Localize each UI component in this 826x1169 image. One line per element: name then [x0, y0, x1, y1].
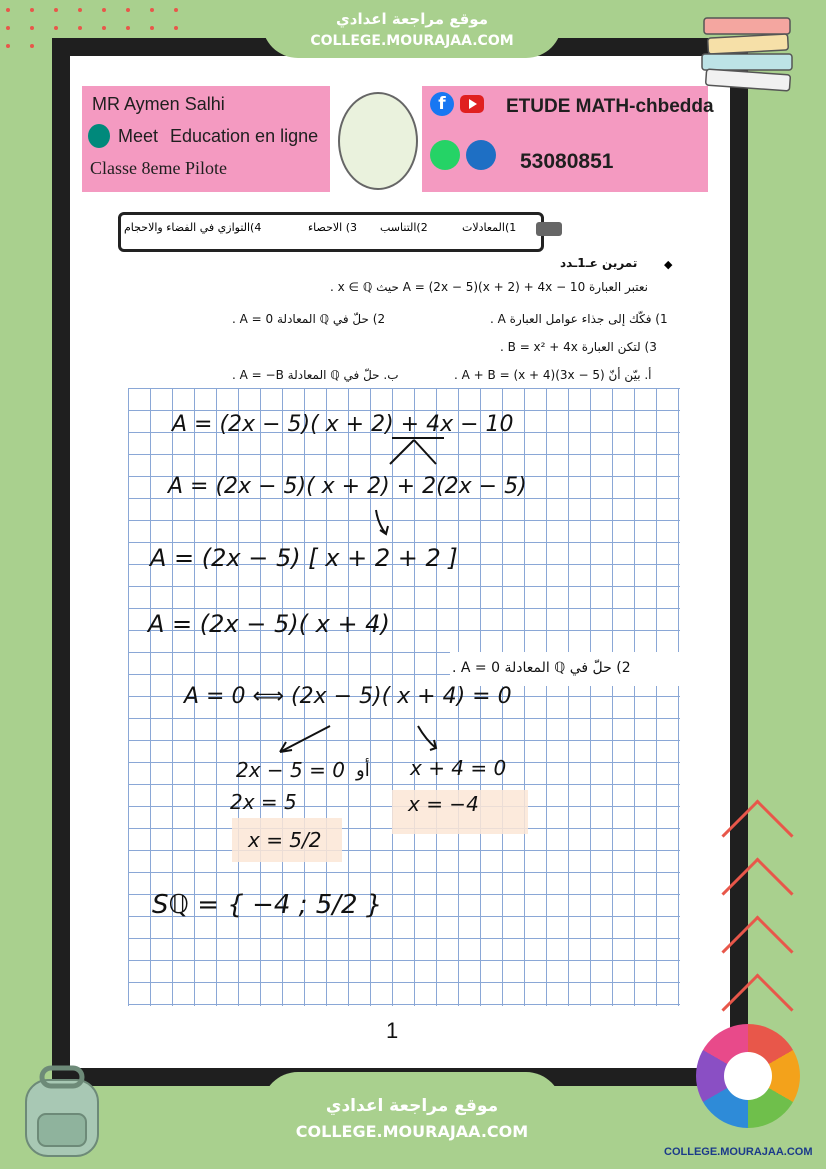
question-3b: ب. حلّ في ℚ المعادلة A = −B .	[232, 368, 399, 382]
top-banner-arabic: موقع مراجعة اعدادي	[336, 10, 488, 28]
question-2-repeat: 2) حلّ في ℚ المعادلة A = 0 .	[452, 660, 631, 676]
chapters-bar-end	[536, 222, 562, 236]
solution-line-6-or: أو	[356, 760, 370, 781]
meet-text: Education en ligne	[170, 126, 319, 146]
question-3a: أ. بيّن أنّ A + B = (x + 4)(3x − 5) .	[454, 368, 652, 382]
facebook-icon[interactable]: f	[430, 92, 454, 116]
solution-line-2: A = (2x − 5)( x + 2) + 2(2x − 5)	[168, 474, 527, 499]
books-icon	[694, 14, 806, 92]
solution-line-3: A = (2x − 5) [ x + 2 + 2 ]	[150, 544, 458, 572]
question-2: 2) حلّ في ℚ المعادلة A = 0 .	[232, 312, 386, 326]
solution-line-7a: 2x = 5	[230, 790, 297, 814]
exercise-title: تمرين عـ1ـدد	[560, 256, 638, 270]
bottom-banner-arabic: موقع مراجعة اعدادي	[325, 1096, 499, 1116]
solution-line-7b: x = −4	[408, 792, 479, 816]
exercise-bullet: ◆	[664, 258, 673, 271]
phone-icon[interactable]	[466, 140, 496, 170]
chapter-1: 1)المعادلات	[462, 221, 517, 234]
meet-icon	[88, 124, 110, 148]
distribution-arrows	[370, 436, 460, 470]
solution-line-5: A = 0 ⟺ (2x − 5)( x + 4) = 0	[184, 684, 512, 709]
youtube-icon[interactable]	[460, 95, 484, 113]
bottom-site-banner[interactable]	[262, 1072, 562, 1169]
top-banner-url: COLLEGE.MOURAJAA.COM	[310, 33, 514, 49]
bottom-banner-url: COLLEGE.MOURAJAA.COM	[295, 1122, 529, 1141]
question-3: 3) لتكن العبارة B = x² + 4x .	[500, 340, 657, 354]
question-1: 1) فكّك إلى جذاء عوامل العبارة A .	[490, 312, 668, 326]
school-logo	[338, 92, 418, 190]
site-logo-text: COLLEGE.MOURAJAA.COM	[664, 1146, 813, 1158]
factor-arrow	[370, 508, 400, 538]
solution-set: Sℚ = { −4 ; 5/2 }	[152, 890, 383, 920]
site-logo[interactable]	[696, 1024, 800, 1128]
solution-line-4: A = (2x − 5)( x + 4)	[148, 610, 390, 638]
phone-number: 53080851	[520, 150, 614, 173]
solution-line-8a: x = 5/2	[248, 828, 322, 852]
whatsapp-icon[interactable]	[430, 140, 460, 170]
chapter-4: 4)التوازي في الفضاء والاحجام	[124, 221, 262, 234]
solution-line-6a: 2x − 5 = 0	[236, 758, 345, 782]
meet-label: Meet	[118, 126, 159, 146]
class-label: Classe 8eme Pilote	[90, 158, 227, 178]
top-site-banner[interactable]	[262, 0, 562, 58]
chapter-3: 3) الاحصاء	[308, 221, 357, 234]
solution-line-6b: x + 4 = 0	[410, 756, 507, 780]
chapter-2: 2)التناسب	[380, 221, 428, 234]
solution-line-1: A = (2x − 5)( x + 2) + 4x − 10	[172, 412, 514, 437]
teacher-name: MR Aymen Salhi	[92, 94, 225, 114]
page-number: 1	[386, 1018, 399, 1043]
channel-name: ETUDE MATH-chbedda	[506, 96, 714, 117]
exercise-statement: نعتبر العبارة A = (2x − 5)(x + 2) + 4x − 10 حيث x ∈ ℚ .	[330, 280, 648, 294]
backpack-icon	[12, 1060, 112, 1160]
